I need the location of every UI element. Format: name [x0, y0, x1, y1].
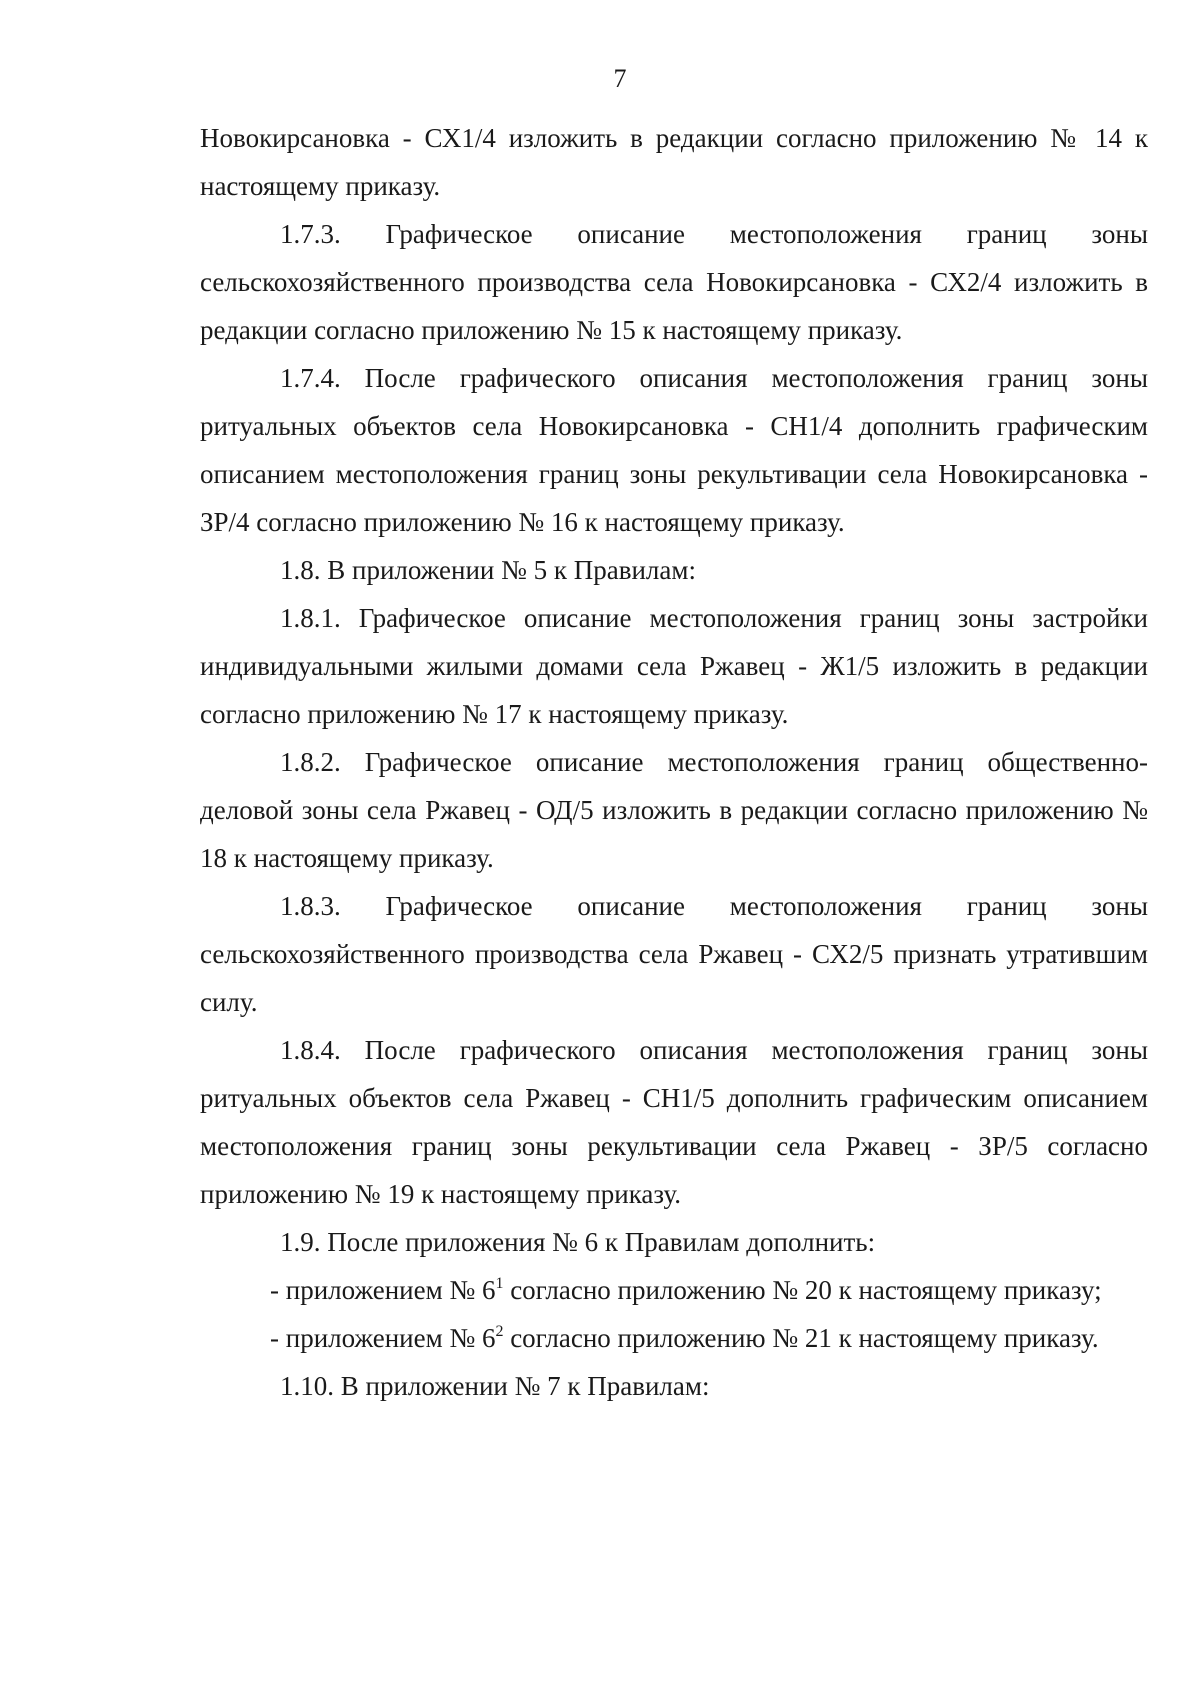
list-item — [200, 1266, 1148, 1314]
list-item-text: согласно приложению № 21 к настоящему приказу. — [503, 1323, 1099, 1353]
paragraph: 1.8. В приложении № 5 к Правилам: — [280, 555, 696, 585]
paragraph: 1.10. В приложении № 7 к Правилам: — [280, 1371, 710, 1401]
page-number: 7 — [613, 64, 627, 93]
superscript: 2 — [495, 1323, 504, 1340]
paragraph: Новокирсановка - СХ1/4 изложить в редакции согласно приложению № 14 к настоящему приказу. — [200, 123, 1148, 201]
paragraph: 1.8.1. Графическое описание местоположения границ зоны застройки индивидуальными жилыми домами села Ржавец - Ж1/5 изложить в редакции согласно приложению № 17 к настоящему приказу. — [200, 603, 1148, 729]
paragraph: 1.7.4. После графического описания местоположения границ зоны ритуальных объектов села Новокирсановка - СН1/4 дополнить графическим описанием местоположения границ зоны рекультивации села Новокирсановка - ЗР/4 согласно приложению № 16 к настоящему приказу. — [200, 363, 1148, 537]
paragraph: 1.8.3. Графическое описание местоположения границ зоны сельскохозяйственного производства села Ржавец - СХ2/5 признать утратившим силу. — [200, 891, 1148, 1017]
paragraph: 1.7.3. Графическое описание местоположения границ зоны сельскохозяйственного производства села Новокирсановка - СХ2/4 изложить в редакции согласно приложению № 15 к настоящему приказу. — [200, 219, 1148, 345]
paragraph: 1.9. После приложения № 6 к Правилам дополнить: — [280, 1227, 876, 1257]
superscript: 1 — [495, 1275, 504, 1292]
paragraph: 1.8.4. После графического описания местоположения границ зоны ритуальных объектов села Ржавец - СН1/5 дополнить графическим описанием местоположения границ зоны рекультивации села Ржавец - ЗР/5 согласно приложению № 19 к настоящему приказу. — [200, 1035, 1148, 1209]
list-item-text: - приложением № 6 — [270, 1275, 496, 1305]
list-item-text: согласно приложению № 20 к настоящему приказу; — [503, 1275, 1102, 1305]
list-item — [200, 1314, 1148, 1362]
list-item-text: - приложением № 6 — [270, 1323, 496, 1353]
paragraph: 1.8.2. Графическое описание местоположения границ общественно-деловой зоны села Ржавец - ОД/5 изложить в редакции согласно приложению № 18 к настоящему приказу. — [200, 747, 1148, 873]
document-body — [200, 114, 1148, 1410]
